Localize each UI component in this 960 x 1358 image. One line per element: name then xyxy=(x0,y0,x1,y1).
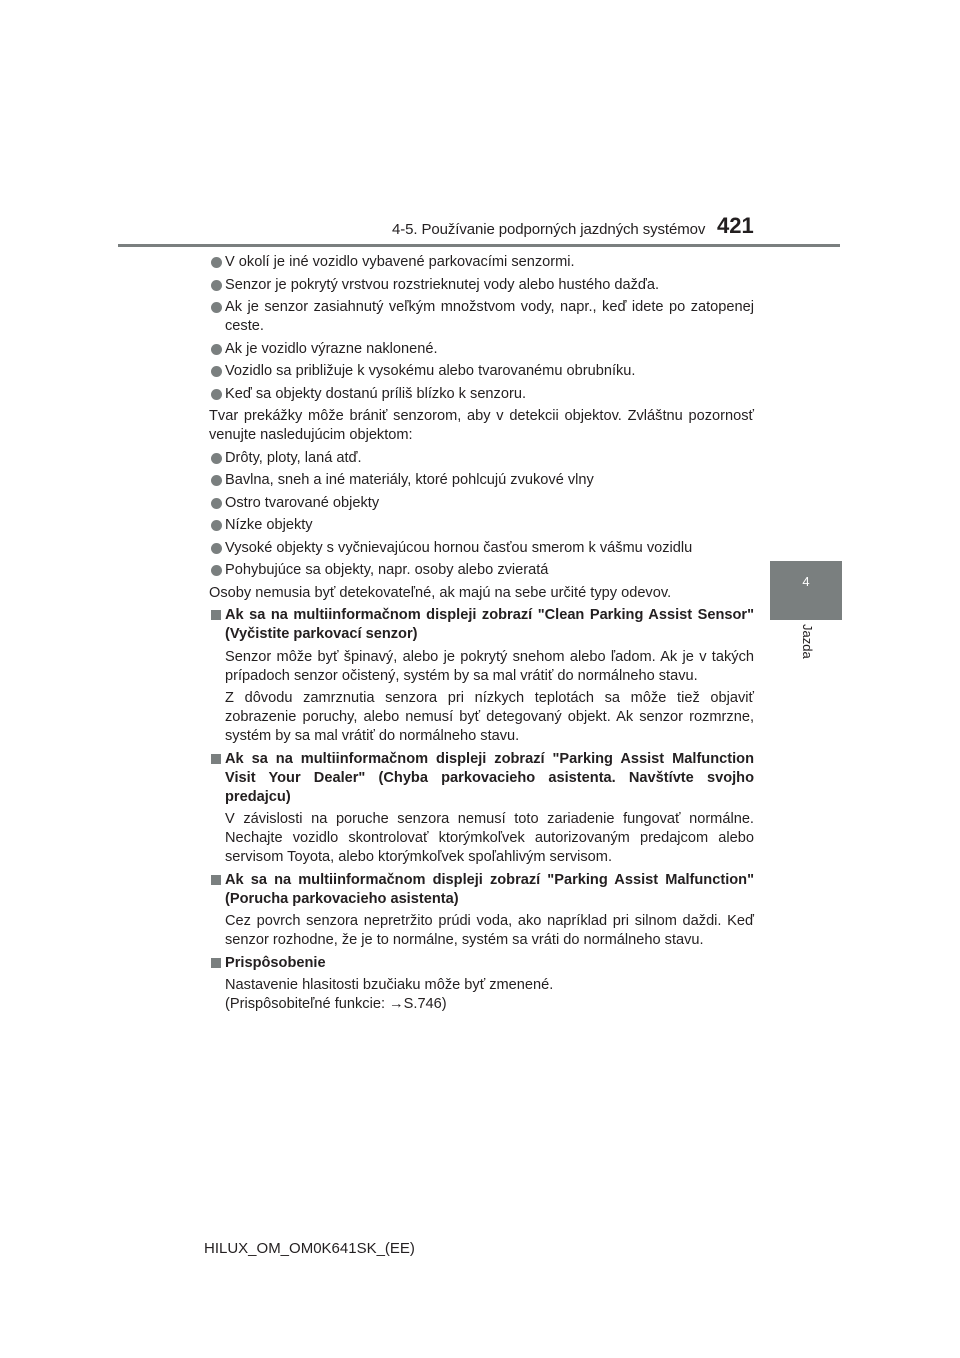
square-bullet-icon xyxy=(211,875,221,885)
bullet-icon xyxy=(211,389,222,400)
list-item: Vozidlo sa približuje k vysokému alebo tvarovanému obrubníku. xyxy=(209,362,754,381)
paragraph: Tvar prekážky môže brániť senzorom, aby v detekcii objektov. Zvláštnu pozornosť venujte nasledujúcim objektom: xyxy=(209,408,754,443)
bullet-icon xyxy=(211,280,222,291)
list-item: Drôty, ploty, laná atď. xyxy=(209,449,754,468)
list-item: Ostro tvarované objekty xyxy=(209,494,754,513)
paragraph: Cez povrch senzora nepretržito prúdi voda, ako napríklad pri silnom daždi. Keď senzor rozhodne, že je to normálne, systém sa vráti do normálneho stavu. xyxy=(225,913,754,948)
bullet-icon xyxy=(211,257,222,268)
chapter-number: 4 xyxy=(802,574,810,589)
paragraph: Osoby nemusia byť detekovateľné, ak majú na sebe určité typy odevov. xyxy=(209,584,672,601)
bullet-icon xyxy=(211,520,222,531)
list-item: Ak je senzor zasiahnutý veľkým množstvom vody, napr., keď idete po zatopenej ceste. xyxy=(209,298,754,336)
chapter-label: Jazda xyxy=(800,624,815,659)
list-item: Nízke objekty xyxy=(209,516,754,535)
bullet-icon xyxy=(211,302,222,313)
list-item: Bavlna, sneh a iné materiály, ktoré pohlcujú zvukové vlny xyxy=(209,471,754,490)
list-item: Ak je vozidlo výrazne naklonené. xyxy=(209,340,754,359)
square-bullet-icon xyxy=(211,610,221,620)
document-code: HILUX_OM_OM0K641SK_(EE) xyxy=(204,1240,415,1257)
square-bullet-icon xyxy=(211,958,221,968)
paragraph: Z dôvodu zamrznutia senzora pri nízkych teplotách sa môže tiež objaviť zobrazenie poruchy, alebo nemusí byť detegovaný objekt. Ak senzor rozmrzne, systém by sa mal vrátiť do normálneho stavu. xyxy=(225,690,754,744)
bullet-icon xyxy=(211,344,222,355)
list-item: Vysoké objekty s vyčnievajúcou hornou časťou smerom k vášmu vozidlu xyxy=(209,539,754,558)
paragraph: Nastavenie hlasitosti bzučiaku môže byť zmenené. (Prispôsobiteľné funkcie: →S.746) xyxy=(209,976,754,1014)
bullet-icon xyxy=(211,366,222,377)
section-heading: Prispôsobenie xyxy=(209,954,754,973)
page-number: 421 xyxy=(717,213,754,238)
cross-reference-link[interactable]: (Prispôsobiteľné funkcie: →S.746) xyxy=(225,996,447,1012)
list-item: V okolí je iné vozidlo vybavené parkovacími senzormi. xyxy=(209,253,754,272)
section-heading: Ak sa na multiinformačnom displeji zobrazí "Parking Assist Malfunction Visit Your Dealer" (Chyba parkovacieho asistenta. Navštívte svojho predajcu) xyxy=(209,750,754,807)
header-divider xyxy=(118,244,840,247)
chapter-tab[interactable] xyxy=(770,561,842,620)
bullet-icon xyxy=(211,543,222,554)
section-title: 4-5. Používanie podporných jazdných systémov xyxy=(392,221,706,238)
square-bullet-icon xyxy=(211,754,221,764)
list-item: Pohybujúce sa objekty, napr. osoby alebo zvieratá xyxy=(209,561,754,580)
bullet-icon xyxy=(211,475,222,486)
bullet-icon xyxy=(211,565,222,576)
paragraph: Senzor môže byť špinavý, alebo je pokrytý snehom alebo ľadom. Ak je v takých prípadoch senzor očistený, systém by sa mal vrátiť do normálneho stavu. xyxy=(225,648,754,684)
paragraph: V závislosti na poruche senzora nemusí toto zariadenie fungovať normálne. Nechajte vozidlo skontrolovať ktorýmkoľvek autorizovaným predajcom alebo servisom Toyota, alebo ktorýmkoľvek spoľahlivým servisom. xyxy=(225,811,754,865)
list-item: Keď sa objekty dostanú príliš blízko k senzoru. xyxy=(209,385,754,404)
bullet-icon xyxy=(211,453,222,464)
list-item: Senzor je pokrytý vrstvou rozstrieknutej vody alebo hustého dažďa. xyxy=(209,276,754,295)
bullet-icon xyxy=(211,498,222,509)
section-heading: Ak sa na multiinformačnom displeji zobrazí "Clean Parking Assist Sensor" (Vyčistite parkovací senzor) xyxy=(209,606,754,644)
section-heading: Ak sa na multiinformačnom displeji zobrazí "Parking Assist Malfunction" (Porucha parkovacieho asistenta) xyxy=(209,871,754,909)
page-content xyxy=(209,253,754,1014)
